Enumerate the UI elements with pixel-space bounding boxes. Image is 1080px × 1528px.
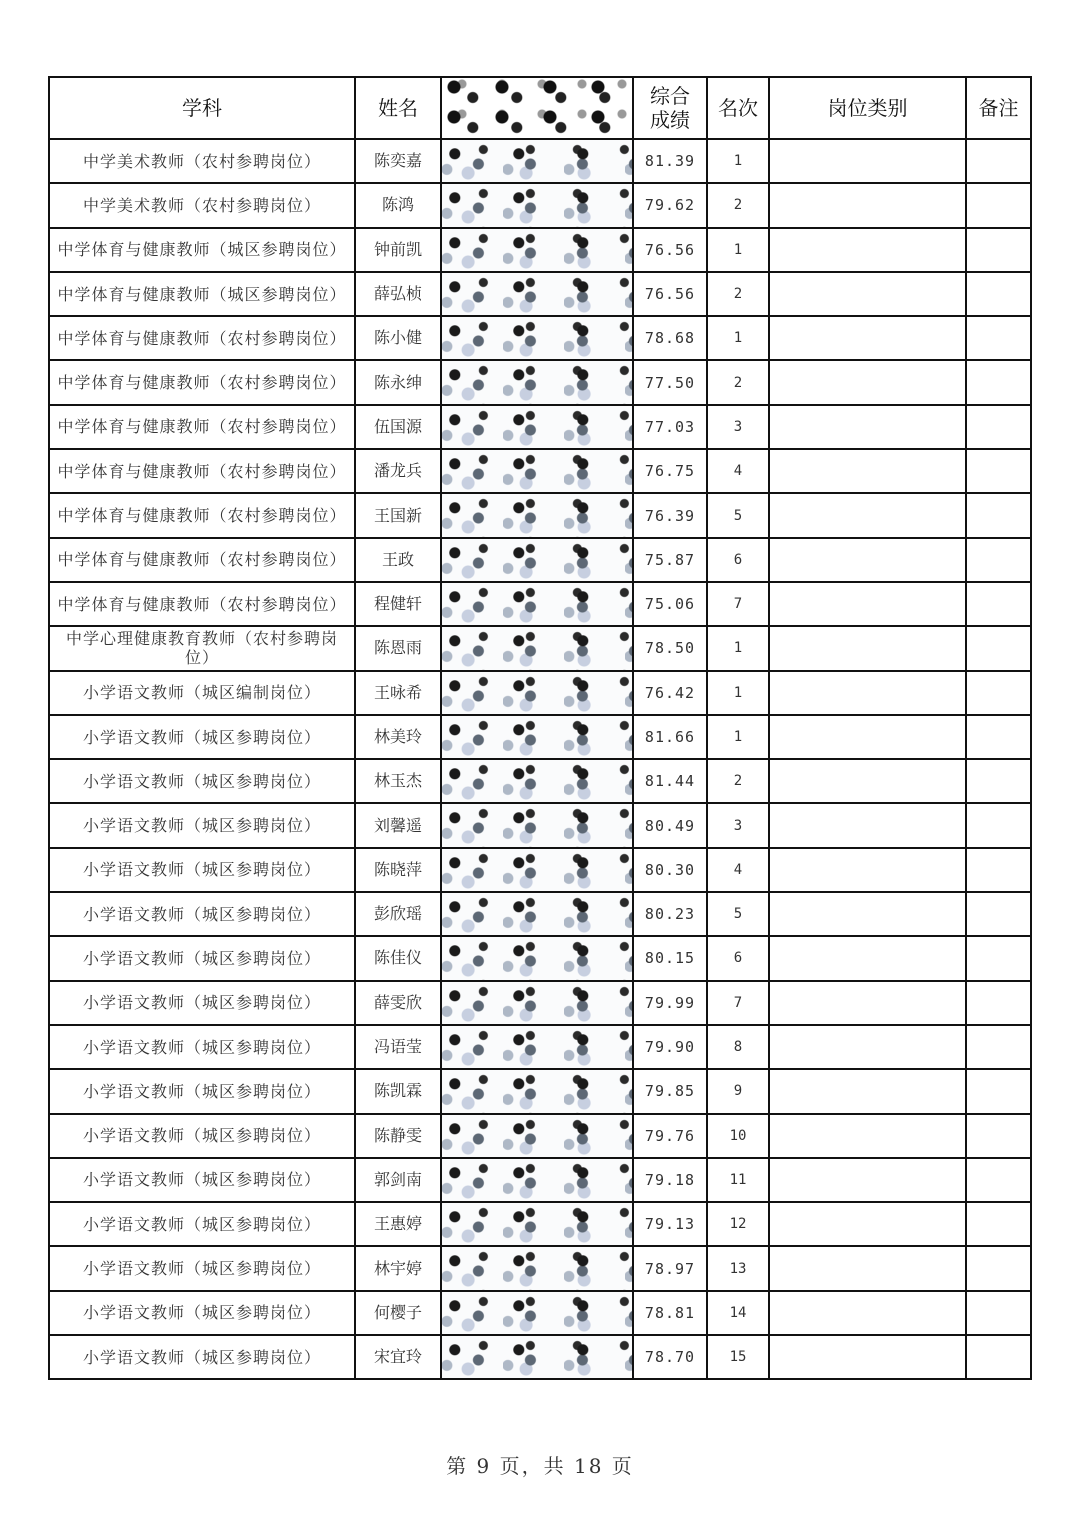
table-row xyxy=(49,671,1031,715)
remark-cell xyxy=(966,759,1031,803)
score-cell: 76.56 xyxy=(633,272,707,316)
table-row xyxy=(49,848,1031,892)
table-row xyxy=(49,228,1031,272)
name-cell: 陈奕嘉 xyxy=(355,139,441,183)
table-row xyxy=(49,1246,1031,1290)
name-cell: 王咏希 xyxy=(355,671,441,715)
header-remark: 备注 xyxy=(966,77,1031,139)
redacted-cell xyxy=(441,405,633,449)
name-cell: 王国新 xyxy=(355,493,441,537)
name-cell: 陈鸿 xyxy=(355,183,441,227)
subject-cell: 中学心理健康教育教师（农村参聘岗位） xyxy=(49,626,355,670)
table-row xyxy=(49,936,1031,980)
redacted-cell xyxy=(441,538,633,582)
redacted-cell xyxy=(441,1202,633,1246)
remark-cell xyxy=(966,139,1031,183)
page-footer: 第 9 页，共 18 页 xyxy=(446,1454,634,1478)
name-cell: 林玉杰 xyxy=(355,759,441,803)
redacted-cell xyxy=(441,1291,633,1335)
rank-cell: 14 xyxy=(707,1291,769,1335)
score-cell: 76.42 xyxy=(633,671,707,715)
score-cell: 79.13 xyxy=(633,1202,707,1246)
score-cell: 80.23 xyxy=(633,892,707,936)
rank-cell: 1 xyxy=(707,715,769,759)
name-cell: 潘龙兵 xyxy=(355,449,441,493)
table-row xyxy=(49,1025,1031,1069)
rank-cell: 13 xyxy=(707,1246,769,1290)
name-cell: 王政 xyxy=(355,538,441,582)
remark-cell xyxy=(966,981,1031,1025)
post-type-cell xyxy=(769,228,966,272)
remark-cell xyxy=(966,449,1031,493)
post-type-cell xyxy=(769,360,966,404)
score-cell: 78.68 xyxy=(633,316,707,360)
remark-cell xyxy=(966,1114,1031,1158)
redacted-cell xyxy=(441,449,633,493)
subject-cell: 中学美术教师（农村参聘岗位） xyxy=(49,183,355,227)
redacted-cell xyxy=(441,715,633,759)
redacted-cell xyxy=(441,316,633,360)
score-cell: 79.18 xyxy=(633,1158,707,1202)
post-type-cell xyxy=(769,538,966,582)
table-row xyxy=(49,493,1031,537)
score-cell: 78.97 xyxy=(633,1246,707,1290)
table-row xyxy=(49,1202,1031,1246)
rank-cell: 1 xyxy=(707,671,769,715)
table-row xyxy=(49,759,1031,803)
subject-cell: 中学体育与健康教师（农村参聘岗位） xyxy=(49,405,355,449)
rank-cell: 4 xyxy=(707,848,769,892)
redacted-cell xyxy=(441,671,633,715)
table-row xyxy=(49,183,1031,227)
remark-cell xyxy=(966,538,1031,582)
table-row xyxy=(49,582,1031,626)
post-type-cell xyxy=(769,936,966,980)
rank-cell: 2 xyxy=(707,183,769,227)
rank-cell: 2 xyxy=(707,360,769,404)
score-cell: 81.39 xyxy=(633,139,707,183)
rank-cell: 3 xyxy=(707,405,769,449)
rank-cell: 6 xyxy=(707,538,769,582)
remark-cell xyxy=(966,803,1031,847)
rank-cell: 1 xyxy=(707,626,769,670)
remark-cell xyxy=(966,272,1031,316)
post-type-cell xyxy=(769,1114,966,1158)
rank-cell: 12 xyxy=(707,1202,769,1246)
subject-cell: 小学语文教师（城区参聘岗位） xyxy=(49,981,355,1025)
name-cell: 薛弘桢 xyxy=(355,272,441,316)
post-type-cell xyxy=(769,1246,966,1290)
subject-cell: 小学语文教师（城区参聘岗位） xyxy=(49,759,355,803)
redacted-cell xyxy=(441,360,633,404)
remark-cell xyxy=(966,715,1031,759)
remark-cell xyxy=(966,1158,1031,1202)
redacted-cell xyxy=(441,1069,633,1113)
subject-cell: 中学体育与健康教师（农村参聘岗位） xyxy=(49,493,355,537)
score-cell: 79.62 xyxy=(633,183,707,227)
table-row xyxy=(49,626,1031,670)
score-cell: 80.30 xyxy=(633,848,707,892)
remark-cell xyxy=(966,892,1031,936)
redacted-cell xyxy=(441,1114,633,1158)
header-name: 姓名 xyxy=(355,77,441,139)
subject-cell: 小学语文教师（城区参聘岗位） xyxy=(49,1202,355,1246)
remark-cell xyxy=(966,1025,1031,1069)
redacted-cell xyxy=(441,139,633,183)
remark-cell xyxy=(966,183,1031,227)
subject-cell: 小学语文教师（城区编制岗位） xyxy=(49,671,355,715)
post-type-cell xyxy=(769,493,966,537)
results-table xyxy=(48,76,1032,1380)
rank-cell: 7 xyxy=(707,981,769,1025)
table-row xyxy=(49,715,1031,759)
subject-cell: 小学语文教师（城区参聘岗位） xyxy=(49,1025,355,1069)
rank-cell: 3 xyxy=(707,803,769,847)
table-row xyxy=(49,316,1031,360)
table-row xyxy=(49,1114,1031,1158)
subject-cell: 中学美术教师（农村参聘岗位） xyxy=(49,139,355,183)
redacted-cell xyxy=(441,803,633,847)
remark-cell xyxy=(966,582,1031,626)
subject-cell: 中学体育与健康教师（城区参聘岗位） xyxy=(49,272,355,316)
table-row xyxy=(49,1335,1031,1379)
score-cell: 78.70 xyxy=(633,1335,707,1379)
remark-cell xyxy=(966,228,1031,272)
subject-cell: 中学体育与健康教师（农村参聘岗位） xyxy=(49,449,355,493)
table-row xyxy=(49,449,1031,493)
remark-cell xyxy=(966,1069,1031,1113)
remark-cell xyxy=(966,1335,1031,1379)
rank-cell: 1 xyxy=(707,139,769,183)
table-row xyxy=(49,892,1031,936)
post-type-cell xyxy=(769,183,966,227)
post-type-cell xyxy=(769,272,966,316)
rank-cell: 5 xyxy=(707,892,769,936)
rank-cell: 5 xyxy=(707,493,769,537)
remark-cell xyxy=(966,493,1031,537)
subject-cell: 小学语文教师（城区参聘岗位） xyxy=(49,1335,355,1379)
remark-cell xyxy=(966,671,1031,715)
table-row xyxy=(49,981,1031,1025)
redacted-cell xyxy=(441,759,633,803)
subject-cell: 小学语文教师（城区参聘岗位） xyxy=(49,848,355,892)
remark-cell xyxy=(966,405,1031,449)
redacted-cell xyxy=(441,848,633,892)
subject-cell: 小学语文教师（城区参聘岗位） xyxy=(49,936,355,980)
name-cell: 林宇婷 xyxy=(355,1246,441,1290)
name-cell: 王惠婷 xyxy=(355,1202,441,1246)
name-cell: 刘馨遥 xyxy=(355,803,441,847)
score-cell: 79.76 xyxy=(633,1114,707,1158)
table-row xyxy=(49,272,1031,316)
rank-cell: 1 xyxy=(707,228,769,272)
name-cell: 宋宜玲 xyxy=(355,1335,441,1379)
score-cell: 78.50 xyxy=(633,626,707,670)
score-cell: 75.87 xyxy=(633,538,707,582)
rank-cell: 11 xyxy=(707,1158,769,1202)
name-cell: 陈小健 xyxy=(355,316,441,360)
name-cell: 陈静雯 xyxy=(355,1114,441,1158)
redacted-cell xyxy=(441,582,633,626)
score-cell: 79.85 xyxy=(633,1069,707,1113)
redacted-cell xyxy=(441,272,633,316)
redacted-header xyxy=(441,77,633,139)
name-cell: 陈佳仪 xyxy=(355,936,441,980)
post-type-cell xyxy=(769,1202,966,1246)
subject-cell: 小学语文教师（城区参聘岗位） xyxy=(49,892,355,936)
subject-cell: 小学语文教师（城区参聘岗位） xyxy=(49,1069,355,1113)
post-type-cell xyxy=(769,1291,966,1335)
rank-cell: 15 xyxy=(707,1335,769,1379)
remark-cell xyxy=(966,936,1031,980)
post-type-cell xyxy=(769,1025,966,1069)
table-row xyxy=(49,1158,1031,1202)
subject-cell: 小学语文教师（城区参聘岗位） xyxy=(49,1114,355,1158)
subject-cell: 小学语文教师（城区参聘岗位） xyxy=(49,715,355,759)
redacted-cell xyxy=(441,183,633,227)
post-type-cell xyxy=(769,1158,966,1202)
rank-cell: 9 xyxy=(707,1069,769,1113)
post-type-cell xyxy=(769,848,966,892)
score-cell: 81.44 xyxy=(633,759,707,803)
name-cell: 冯语莹 xyxy=(355,1025,441,1069)
post-type-cell xyxy=(769,715,966,759)
name-cell: 陈永绅 xyxy=(355,360,441,404)
rank-cell: 8 xyxy=(707,1025,769,1069)
name-cell: 程健轩 xyxy=(355,582,441,626)
table-row xyxy=(49,360,1031,404)
redacted-cell xyxy=(441,1335,633,1379)
header-rank: 名次 xyxy=(707,77,769,139)
score-cell: 80.49 xyxy=(633,803,707,847)
table-row xyxy=(49,139,1031,183)
subject-cell: 小学语文教师（城区参聘岗位） xyxy=(49,1291,355,1335)
name-cell: 彭欣瑶 xyxy=(355,892,441,936)
score-cell: 76.39 xyxy=(633,493,707,537)
remark-cell xyxy=(966,360,1031,404)
header-post-type: 岗位类别 xyxy=(769,77,966,139)
subject-cell: 中学体育与健康教师（农村参聘岗位） xyxy=(49,582,355,626)
subject-cell: 小学语文教师（城区参聘岗位） xyxy=(49,1158,355,1202)
rank-cell: 2 xyxy=(707,759,769,803)
remark-cell xyxy=(966,848,1031,892)
redacted-cell xyxy=(441,1246,633,1290)
remark-cell xyxy=(966,316,1031,360)
name-cell: 钟前凯 xyxy=(355,228,441,272)
rank-cell: 2 xyxy=(707,272,769,316)
score-cell: 81.66 xyxy=(633,715,707,759)
subject-cell: 小学语文教师（城区参聘岗位） xyxy=(49,1246,355,1290)
name-cell: 薛雯欣 xyxy=(355,981,441,1025)
redacted-cell xyxy=(441,981,633,1025)
remark-cell xyxy=(966,626,1031,670)
subject-cell: 小学语文教师（城区参聘岗位） xyxy=(49,803,355,847)
header-subject: 学科 xyxy=(49,77,355,139)
name-cell: 何樱子 xyxy=(355,1291,441,1335)
subject-cell: 中学体育与健康教师（农村参聘岗位） xyxy=(49,538,355,582)
post-type-cell xyxy=(769,981,966,1025)
score-cell: 79.99 xyxy=(633,981,707,1025)
post-type-cell xyxy=(769,803,966,847)
post-type-cell xyxy=(769,1069,966,1113)
name-cell: 郭剑南 xyxy=(355,1158,441,1202)
table-row xyxy=(49,405,1031,449)
redacted-cell xyxy=(441,892,633,936)
redacted-cell xyxy=(441,1025,633,1069)
score-cell: 80.15 xyxy=(633,936,707,980)
score-cell: 76.75 xyxy=(633,449,707,493)
rank-cell: 4 xyxy=(707,449,769,493)
header-row xyxy=(49,77,1031,139)
table-row xyxy=(49,803,1031,847)
score-cell: 78.81 xyxy=(633,1291,707,1335)
post-type-cell xyxy=(769,1335,966,1379)
table-row xyxy=(49,1069,1031,1113)
rank-cell: 7 xyxy=(707,582,769,626)
redacted-cell xyxy=(441,936,633,980)
subject-cell: 中学体育与健康教师（城区参聘岗位） xyxy=(49,228,355,272)
redacted-cell xyxy=(441,493,633,537)
name-cell: 伍国源 xyxy=(355,405,441,449)
post-type-cell xyxy=(769,449,966,493)
subject-cell: 中学体育与健康教师（农村参聘岗位） xyxy=(49,360,355,404)
post-type-cell xyxy=(769,139,966,183)
score-cell: 76.56 xyxy=(633,228,707,272)
post-type-cell xyxy=(769,582,966,626)
name-cell: 陈凯霖 xyxy=(355,1069,441,1113)
post-type-cell xyxy=(769,892,966,936)
remark-cell xyxy=(966,1291,1031,1335)
post-type-cell xyxy=(769,759,966,803)
name-cell: 陈晓萍 xyxy=(355,848,441,892)
redacted-cell xyxy=(441,228,633,272)
name-cell: 林美玲 xyxy=(355,715,441,759)
redacted-cell xyxy=(441,1158,633,1202)
remark-cell xyxy=(966,1246,1031,1290)
rank-cell: 10 xyxy=(707,1114,769,1158)
table-row xyxy=(49,1291,1031,1335)
score-cell: 77.03 xyxy=(633,405,707,449)
post-type-cell xyxy=(769,626,966,670)
name-cell: 陈恩雨 xyxy=(355,626,441,670)
subject-cell: 中学体育与健康教师（农村参聘岗位） xyxy=(49,316,355,360)
score-cell: 79.90 xyxy=(633,1025,707,1069)
rank-cell: 1 xyxy=(707,316,769,360)
post-type-cell xyxy=(769,316,966,360)
rank-cell: 6 xyxy=(707,936,769,980)
score-cell: 77.50 xyxy=(633,360,707,404)
redacted-cell xyxy=(441,626,633,670)
post-type-cell xyxy=(769,671,966,715)
table-row xyxy=(49,538,1031,582)
post-type-cell xyxy=(769,405,966,449)
score-cell: 75.06 xyxy=(633,582,707,626)
header-score: 综合 成绩 xyxy=(633,77,707,139)
remark-cell xyxy=(966,1202,1031,1246)
